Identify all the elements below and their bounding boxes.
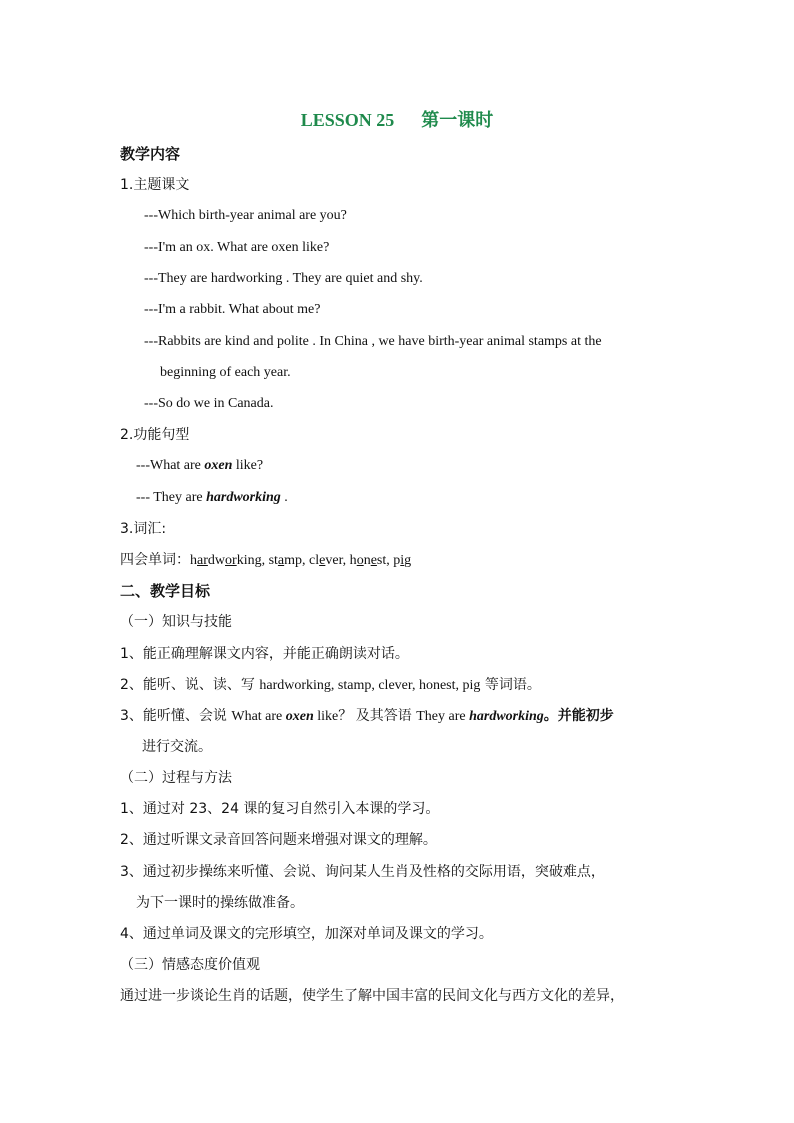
pattern-1-suffix: like?: [232, 458, 264, 473]
vocab-words: hardworking, stamp, clever, honest, pig: [190, 553, 412, 568]
subheading-emotion-values: （三）情感态度价值观: [120, 957, 260, 973]
vocab-label: 四会单词：: [120, 552, 190, 568]
dialog-line-4: ---I'm a rabbit. What about me?: [144, 302, 321, 317]
dialog-line-5-cont: beginning of each year.: [160, 365, 291, 380]
section-heading-teaching-goals: 二、教学目标: [120, 582, 211, 600]
subheading-vocabulary: 3.词汇:: [120, 521, 167, 537]
method-item-3-cont: 为下一课时的操练做准备。: [136, 895, 304, 911]
goal-item-2: 2、能听、说、读、写 hardworking, stamp, clever, honest, pig 等词语。: [120, 677, 541, 693]
section-heading-teaching-content: 教学内容: [120, 145, 181, 163]
method-item-2: 2、通过听课文录音回答问题来增强对课文的理解。: [120, 832, 437, 848]
goal-item-1: 1、能正确理解课文内容，并能正确朗读对话。: [120, 646, 409, 662]
pattern-2-prefix: --- They are: [136, 490, 207, 505]
dialog-line-6: ---So do we in Canada.: [144, 396, 274, 411]
subheading-process-methods: （二）过程与方法: [120, 770, 232, 786]
pattern-2-suffix: .: [280, 490, 288, 505]
pattern-1-prefix: ---What are: [136, 458, 205, 473]
subheading-function-patterns: 2.功能句型: [120, 427, 190, 443]
pattern-line-1: [136, 457, 263, 475]
vocabulary-line: [120, 551, 411, 570]
dialog-line-1: ---Which birth-year animal are you?: [144, 208, 347, 223]
pattern-1-keyword: oxen: [204, 458, 233, 473]
method-item-4: 4、通过单词及课文的完形填空，加深对单词及课文的学习。: [120, 926, 493, 942]
paragraph-last-line: 通过进一步谈论生肖的话题，使学生了解中国丰富的民间文化与西方文化的差异，: [120, 988, 624, 1004]
lesson-title: LESSON 25 第一课时: [300, 110, 494, 130]
subheading-main-text: 1.主题课文: [120, 177, 190, 193]
goal-item-3: 3、能听懂、会说 What are oxen like？ 及其答语 They are hardworking。并能初步: [120, 708, 614, 724]
dialog-line-5: ---Rabbits are kind and polite . In China , we have birth-year animal stamps at the: [144, 334, 602, 349]
pattern-line-2: [136, 489, 288, 507]
dialog-line-3: ---They are hardworking . They are quiet and shy.: [144, 271, 423, 286]
goal-item-3-cont: 进行交流。: [142, 739, 212, 755]
subheading-knowledge-skills: （一）知识与技能: [120, 614, 232, 630]
pattern-2-keyword: hardworking: [206, 490, 281, 505]
method-item-3: 3、通过初步操练来听懂、会说、询问某人生肖及性格的交际用语，突破难点，: [120, 864, 605, 880]
method-item-1: 1、通过对 23、24 课的复习自然引入本课的学习。: [120, 801, 440, 817]
dialog-line-2: ---I'm an ox. What are oxen like?: [144, 240, 330, 255]
